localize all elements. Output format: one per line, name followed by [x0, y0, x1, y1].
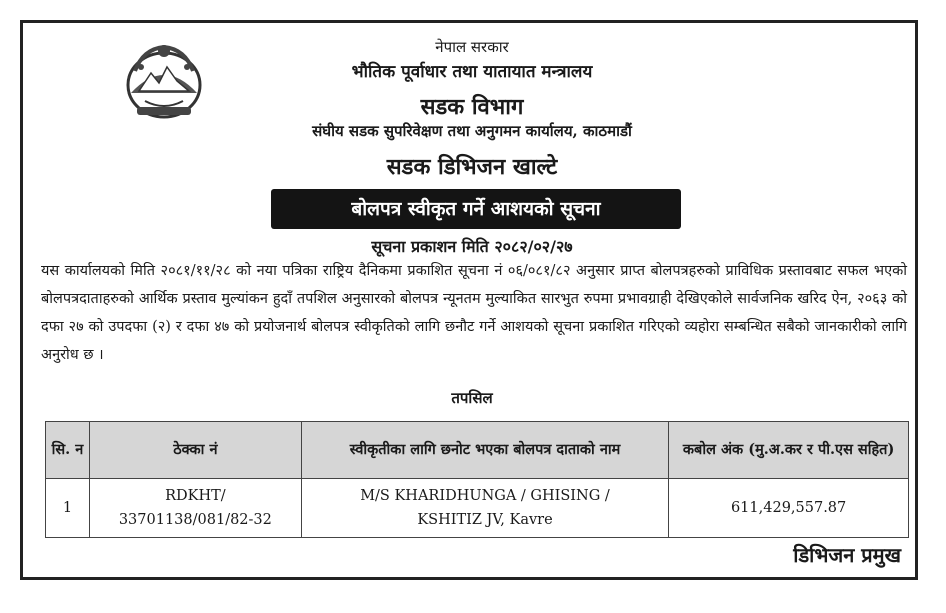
bid-schedule-table [45, 421, 909, 538]
bidder-line2: KSHITIZ JV, Kavre [417, 512, 553, 528]
notice-frame [20, 20, 918, 580]
cell-sn: 1 [46, 479, 90, 538]
table-header-row [46, 422, 909, 479]
contract-no-line2: 33701138/081/82-32 [118, 512, 272, 528]
contract-no-line1: RDKHT/ [165, 488, 226, 504]
table-row [46, 479, 909, 538]
notice-body-text: यस कार्यालयको मिति २०८१/११/२८ को नया पत्रिका राष्ट्रिय दैनिकमा प्रकाशित सूचना नं ०६/०८१/८२ अनुसार प्राप्त बोलपत्रहरुको प्राविधिक प्रस्तावबाट सफल भएको बोलपत्रदाताहरुको आर्थिक प्रस्ताव मुल्यांकन हुदाँ तपशिल अनुसारको बोलपत्र न्यूनतम मुल्याकित सारभुत रुपमा प्रभावग्राही देखिएकोले सार्वजनिक खरिद ऐन, २०६३ को दफा २७ को उपदफा (२) र दफा ४७ को प्रयोजनार्थ बोलपत्र स्वीकृतिको लागि छनौट गर्ने आशयको सूचना प्रकाशित गरिएको व्यहोरा सम्बन्धित सबैको जानकारीको लागि अनुरोध छ । [41, 263, 907, 363]
cell-bidder-name [301, 479, 668, 538]
publication-date: सूचना प्रकाशन मिति २०८२/०२/२७ [371, 237, 573, 256]
government-name: नेपाल सरकार [435, 38, 509, 56]
schedule-label: तपसिल [451, 389, 493, 407]
office-name: संघीय सडक सुपरिवेक्षण तथा अनुगमन कार्यालय, काठमाडौं [312, 122, 632, 140]
header-bidder-name: स्वीकृतीका लागि छनोट भएका बोलपत्र दाताको नाम [301, 422, 668, 479]
header-sn: सि. न [46, 422, 90, 479]
ministry-name: भौतिक पूर्वाधार तथा यातायात मन्त्रालय [351, 62, 593, 82]
notice-title-banner: बोलपत्र स्वीकृत गर्ने आशयको सूचना [271, 189, 681, 229]
department-name: सडक विभाग [420, 94, 524, 120]
bidder-line1: M/S KHARIDHUNGA / GHISING / [360, 488, 610, 504]
header-bid-amount: कबोल अंक (मु.अ.कर र पी.एस सहित) [669, 422, 909, 479]
division-name: सडक डिभिजन खाल्टे [386, 154, 558, 180]
cell-contract-no [89, 479, 301, 538]
signature-title: डिभिजन प्रमुख [793, 543, 901, 567]
header-contract-no: ठेक्का नं [89, 422, 301, 479]
cell-bid-amount: 611,429,557.87 [669, 479, 909, 538]
